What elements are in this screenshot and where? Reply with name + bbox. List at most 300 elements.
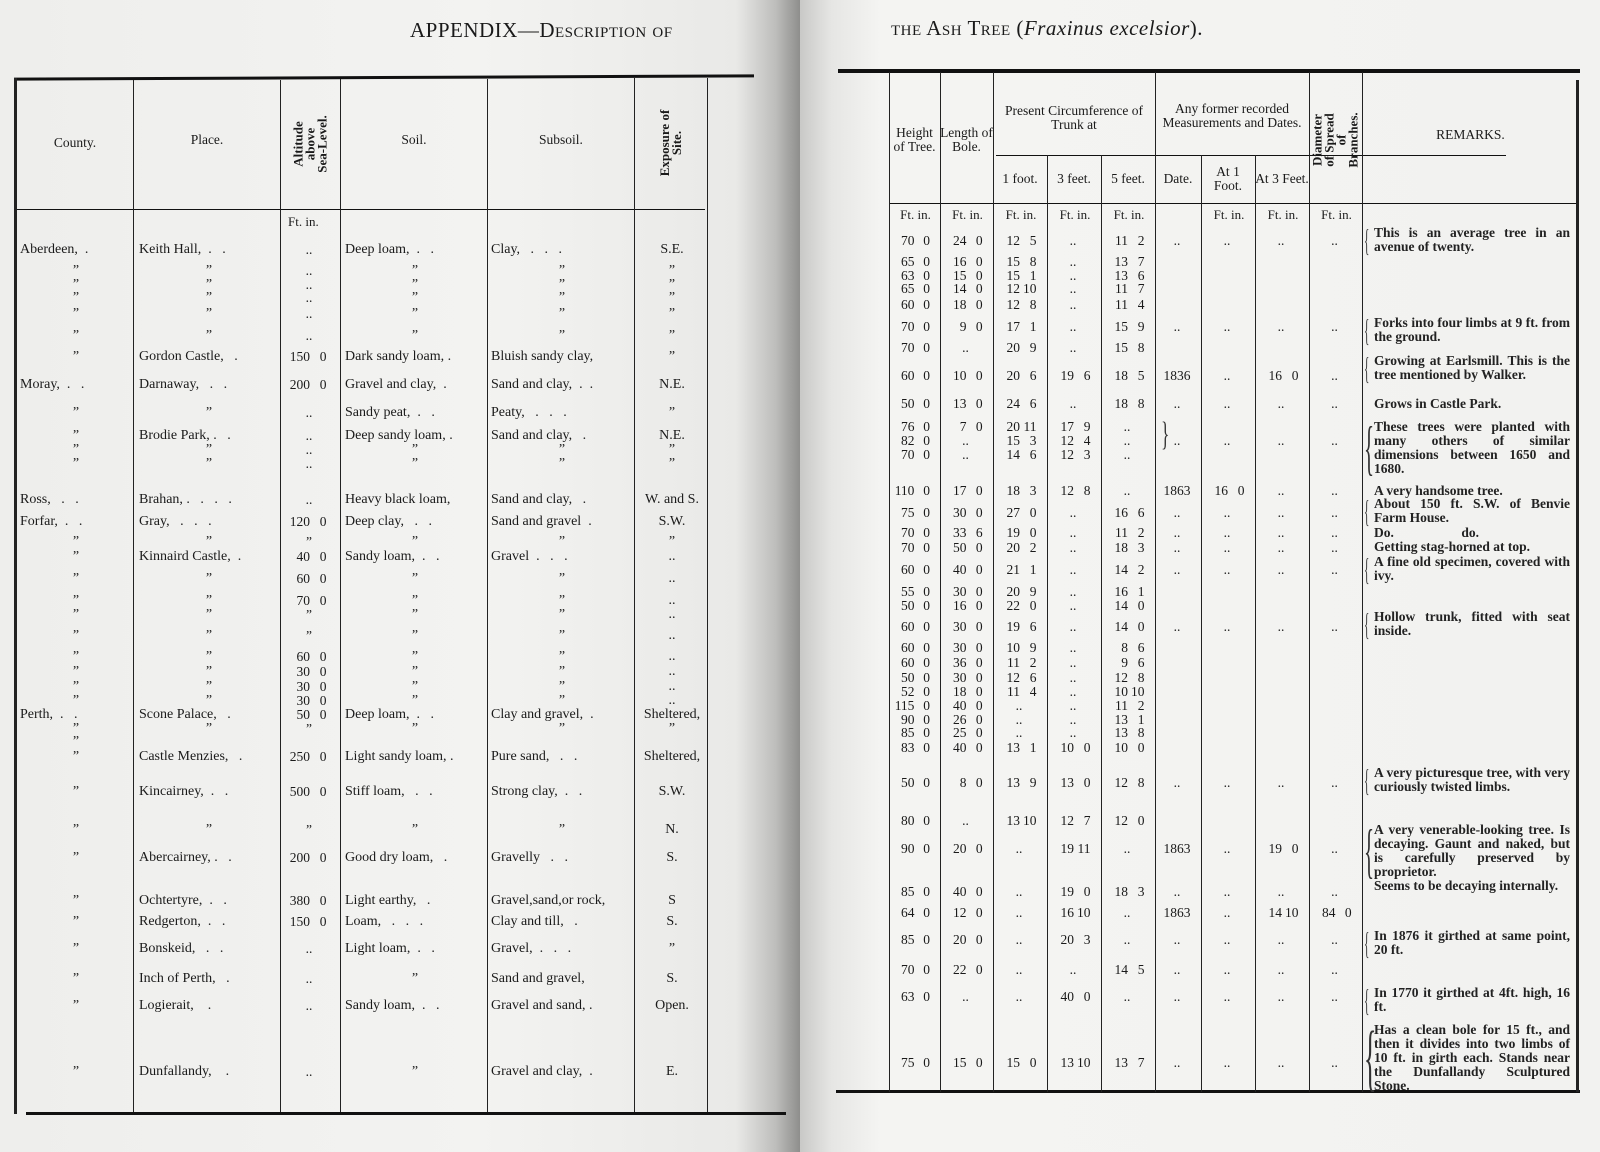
c5-cell: .. — [1123, 841, 1131, 856]
soil-cell: Heavy black loam, — [345, 492, 451, 507]
c5-cell: 18 3 — [1114, 884, 1145, 899]
height-cell: 115 0 — [894, 698, 930, 713]
exposure-cell: N. — [665, 822, 679, 837]
subsoil-cell: Sand and clay, . — [491, 492, 587, 507]
at1-cell: .. — [1223, 962, 1231, 977]
county-cell: ” — [72, 893, 80, 908]
header-former: Any former recorded Measurements and Dates. — [1162, 101, 1302, 130]
unit-label: Ft. in. — [1113, 207, 1145, 222]
c1-cell: 11 2 — [1007, 655, 1037, 670]
date-cell: .. — [1173, 1055, 1181, 1070]
brace-icon: { — [1364, 350, 1370, 386]
at1-cell: .. — [1223, 433, 1231, 448]
c1-cell: .. — [1015, 962, 1023, 977]
height-cell: 70 0 — [900, 962, 930, 977]
place-cell: ” — [205, 607, 213, 622]
header-place: Place. — [190, 132, 224, 147]
soil-cell: ” — [411, 721, 419, 736]
county-cell: ” — [72, 649, 80, 664]
place-cell: ” — [205, 456, 213, 471]
exposure-cell: .. — [668, 607, 676, 622]
place-cell: ” — [205, 721, 213, 736]
county-cell: ” — [72, 607, 80, 622]
soil-cell: ” — [411, 971, 419, 986]
height-cell: 60 0 — [900, 655, 930, 670]
height-cell: 75 0 — [900, 1055, 930, 1070]
unit-label: Ft. in. — [1267, 207, 1299, 222]
at1-cell: .. — [1223, 233, 1231, 248]
subsoil-cell: ” — [558, 534, 566, 549]
height-cell: 64 0 — [900, 905, 930, 920]
remark-text: In 1770 it girthed at 4ft. high, 16 ft. — [1374, 985, 1570, 1014]
brace-icon: { — [1364, 925, 1370, 961]
soil-cell: ” — [411, 649, 419, 664]
exposure-cell: ” — [668, 349, 676, 364]
county-cell: Aberdeen, . — [20, 242, 89, 257]
altitude-cell: .. — [305, 328, 313, 343]
soil-cell: ” — [411, 306, 419, 321]
soil-cell: Deep loam, . . — [345, 242, 435, 257]
c5-cell: .. — [1123, 905, 1131, 920]
place-cell: ” — [205, 628, 213, 643]
bole-cell: 30 0 — [952, 505, 983, 520]
at3-cell: .. — [1277, 233, 1285, 248]
bole-cell: 36 0 — [952, 655, 983, 670]
c3-cell: 12 8 — [1060, 483, 1091, 498]
c5-cell: 12 0 — [1114, 813, 1145, 828]
spread-cell: .. — [1331, 319, 1338, 334]
county-cell: ” — [72, 850, 80, 865]
subsoil-cell: Sand and gravel, — [491, 971, 585, 986]
c5-cell: 14 5 — [1114, 962, 1145, 977]
height-cell: 70 0 — [900, 447, 930, 462]
remark-text: Do. do. — [1374, 525, 1480, 540]
remark-text: Grows in Castle Park. — [1374, 396, 1502, 411]
running-head-species: Fraxinus excelsior — [1023, 16, 1190, 40]
bole-cell: .. — [962, 433, 969, 448]
c1-cell: 11 4 — [1007, 684, 1037, 699]
bole-cell: 15 0 — [952, 1055, 983, 1070]
altitude-cell: 30 0 — [296, 679, 327, 694]
height-cell: 85 0 — [900, 725, 930, 740]
c3-cell: 19 6 — [1060, 368, 1091, 383]
c5-cell: 11 4 — [1115, 297, 1145, 312]
exposure-cell: S. — [666, 914, 678, 929]
subsoil-cell: ” — [558, 277, 566, 292]
c3-cell: .. — [1069, 297, 1077, 312]
height-cell: 63 0 — [900, 989, 930, 1004]
remark-text: Seems to be decaying internally. — [1374, 878, 1559, 893]
c3-cell: .. — [1069, 233, 1077, 248]
c1-cell: 20 11 — [1006, 419, 1037, 434]
c5-cell: 9 6 — [1121, 655, 1145, 670]
c1-cell: 20 9 — [1006, 340, 1037, 355]
altitude-cell: ” — [306, 628, 312, 643]
county-cell: ” — [72, 941, 80, 956]
county-cell: ” — [72, 534, 80, 549]
place-cell: ” — [205, 290, 213, 305]
spread-cell: .. — [1331, 368, 1338, 383]
date-cell: 1863 — [1163, 483, 1191, 498]
brace-icon: { — [1364, 415, 1375, 481]
at1-cell: .. — [1223, 540, 1231, 555]
c5-cell: 18 8 — [1114, 396, 1145, 411]
subsoil-cell: Clay and gravel, . — [491, 707, 594, 722]
soil-cell: Deep clay, . . — [345, 514, 432, 529]
altitude-cell: 60 0 — [296, 649, 327, 664]
exposure-cell: W. and S. — [645, 492, 699, 507]
place-cell: Inch of Perth, . — [139, 971, 230, 986]
exposure-cell: ” — [668, 277, 676, 292]
c5-cell: 14 0 — [1114, 619, 1145, 634]
height-cell: 50 0 — [900, 775, 930, 790]
c5-cell: 13 7 — [1114, 1055, 1145, 1070]
spread-cell: .. — [1331, 962, 1338, 977]
exposure-cell: S. — [666, 971, 678, 986]
subsoil-cell: Sand and gravel . — [491, 514, 592, 529]
exposure-cell: S.W. — [658, 784, 686, 799]
bole-cell: 40 0 — [952, 884, 983, 899]
place-cell: Logierait, . — [139, 998, 212, 1013]
bole-cell: 30 0 — [952, 670, 983, 685]
height-cell: 83 0 — [900, 740, 930, 755]
altitude-cell: 500 0 — [289, 784, 327, 799]
remark-text: A fine old specimen, covered with ivy. — [1374, 554, 1570, 583]
remark-text: A very handsome tree. — [1374, 483, 1503, 498]
brace-icon: { — [1364, 1017, 1377, 1099]
unit-label: Ft. in. — [1321, 207, 1352, 222]
exposure-cell: .. — [668, 693, 676, 708]
exposure-cell: Sheltered, — [643, 749, 701, 764]
c1-cell: 13 9 — [1006, 775, 1037, 790]
soil-cell: ” — [411, 263, 419, 278]
spread-cell: .. — [1331, 233, 1338, 248]
header-at3: At 3 Feet. — [1255, 171, 1309, 186]
bole-cell: 14 0 — [952, 281, 983, 296]
at3-cell: .. — [1277, 884, 1285, 899]
bole-cell: 33 6 — [952, 525, 983, 540]
height-cell: 60 0 — [900, 368, 930, 383]
spread-cell: .. — [1331, 1055, 1338, 1070]
altitude-cell: .. — [305, 971, 313, 986]
right-page — [800, 0, 1600, 1152]
date-cell: .. — [1173, 562, 1181, 577]
place-cell: Brodie Park, . . — [139, 428, 231, 443]
height-cell: 70 0 — [900, 233, 930, 248]
c1-cell: 20 6 — [1006, 368, 1037, 383]
left-running-head — [410, 18, 673, 43]
remark-text: Growing at Earlsmill. This is the tree mentioned by Walker. — [1374, 353, 1570, 382]
soil-cell: ” — [411, 442, 419, 457]
bole-cell: .. — [962, 340, 969, 355]
exposure-cell: S.E. — [660, 242, 684, 257]
county-cell: ” — [72, 721, 80, 736]
header-bole: Length of Bole. — [940, 125, 993, 154]
soil-cell: Sandy peat, . . — [345, 405, 435, 420]
c3-cell: .. — [1069, 540, 1077, 555]
place-cell: Castle Menzies, . — [139, 749, 243, 764]
bole-cell: 30 0 — [952, 619, 983, 634]
county-cell: ” — [72, 822, 80, 837]
at3-cell: .. — [1277, 540, 1285, 555]
altitude-cell: .. — [305, 306, 313, 321]
soil-cell: Good dry loam, . — [345, 850, 448, 865]
c3-cell: .. — [1069, 962, 1077, 977]
date-cell: .. — [1173, 540, 1181, 555]
exposure-cell: S — [668, 893, 676, 908]
remark-text: About 150 ft. S.W. of Benvie Farm House. — [1374, 496, 1570, 525]
soil-cell: ” — [411, 290, 419, 305]
height-cell: 50 0 — [900, 670, 930, 685]
height-cell: 110 0 — [894, 483, 930, 498]
header-subsoil: Subsoil. — [539, 132, 583, 147]
at3-cell: .. — [1277, 505, 1285, 520]
date-cell: .. — [1173, 505, 1181, 520]
subsoil-cell: Strong clay, . . — [491, 784, 583, 799]
header-remarks: REMARKS. — [1436, 127, 1505, 142]
height-cell: 65 0 — [900, 254, 930, 269]
header-c3: 3 feet. — [1057, 171, 1091, 186]
subsoil-cell: ” — [558, 721, 566, 736]
county-cell: ” — [72, 428, 80, 443]
table-top-rule — [838, 69, 1580, 73]
place-cell: Brahan, . . . . — [139, 492, 232, 507]
c5-cell: 14 0 — [1114, 598, 1145, 613]
subsoil-cell: Sand and clay, . — [491, 428, 587, 443]
county-cell: ” — [72, 1064, 80, 1079]
table-left-border — [14, 78, 17, 1114]
place-cell: Gray, . . . — [139, 514, 212, 529]
subsoil-cell: ” — [558, 306, 566, 321]
height-cell: 60 0 — [900, 640, 930, 655]
bole-cell: 18 0 — [952, 684, 983, 699]
bole-cell: .. — [962, 813, 969, 828]
date-cell: 1836 — [1163, 368, 1191, 383]
c1-cell: 22 0 — [1006, 598, 1037, 613]
county-cell: Forfar, . . — [20, 514, 83, 529]
c1-cell: .. — [1015, 725, 1023, 740]
at1-cell: .. — [1223, 619, 1231, 634]
subsoil-cell: ” — [558, 290, 566, 305]
remark-text: Hollow trunk, fitted with seat inside. — [1374, 609, 1570, 638]
county-cell: ” — [72, 456, 80, 471]
date-cell: .. — [1173, 619, 1181, 634]
brace-icon: { — [1364, 222, 1370, 258]
at1-cell: .. — [1223, 989, 1231, 1004]
county-cell: ” — [72, 263, 80, 278]
spread-cell: .. — [1331, 932, 1338, 947]
date-cell: .. — [1173, 319, 1181, 334]
altitude-cell: .. — [305, 442, 313, 457]
altitude-cell: 60 0 — [296, 571, 327, 586]
remark-text: These trees were planted with many others of similar dimensions between 1650 and 1680. — [1374, 419, 1570, 476]
subsoil-cell: ” — [558, 593, 566, 608]
height-cell: 50 0 — [900, 396, 930, 411]
place-cell: ” — [205, 571, 213, 586]
remark-text: Getting stag-horned at top. — [1374, 539, 1530, 554]
at1-cell: .. — [1223, 884, 1231, 899]
brace-icon: { — [1364, 606, 1370, 642]
bole-cell: 30 0 — [952, 640, 983, 655]
height-cell: 60 0 — [900, 297, 930, 312]
remark-text: In 1876 it girthed at same point, 20 ft. — [1374, 928, 1570, 957]
c5-cell: .. — [1123, 932, 1131, 947]
remark-text: A very venerable-looking tree. Is decaying. Gaunt and naked, but is carefully preserved by proprietor. — [1374, 822, 1570, 879]
c3-cell: 19 11 — [1060, 841, 1091, 856]
at1-cell: .. — [1223, 368, 1231, 383]
county-cell: ” — [72, 349, 80, 364]
exposure-cell: .. — [668, 593, 676, 608]
c5-cell: .. — [1123, 989, 1131, 1004]
subsoil-cell: ” — [558, 456, 566, 471]
remark-text: Has a clean bole for 15 ft., and then it divides into two limbs of 10 ft. in girth each. Stands near the Dunfallandy Sculptured Stone. — [1374, 1022, 1570, 1093]
bole-cell: .. — [962, 989, 969, 1004]
bole-cell: 22 0 — [952, 962, 983, 977]
at3-cell: .. — [1277, 433, 1285, 448]
c5-cell: 15 8 — [1114, 340, 1145, 355]
place-cell: Redgerton, . . — [139, 914, 226, 929]
c1-cell: 13 1 — [1006, 740, 1037, 755]
place-cell: ” — [205, 263, 213, 278]
header-exposure: Exposure of Site. — [657, 109, 684, 176]
height-cell: 60 0 — [900, 562, 930, 577]
exposure-cell: N.E. — [659, 428, 685, 443]
c1-cell: 15 1 — [1006, 268, 1037, 283]
county-cell: ” — [72, 914, 80, 929]
bole-cell: 8 0 — [959, 775, 983, 790]
height-cell: 70 0 — [900, 319, 930, 334]
soil-cell: Sandy loam, . . — [345, 549, 440, 564]
c3-cell: 16 10 — [1060, 905, 1091, 920]
soil-cell: ” — [411, 1064, 419, 1079]
county-cell: Ross, . . — [20, 492, 79, 507]
c1-cell: .. — [1015, 989, 1023, 1004]
header-soil: Soil. — [401, 132, 427, 147]
exposure-cell: ” — [668, 405, 676, 420]
bole-cell: 7 0 — [959, 419, 983, 434]
c1-cell: 27 0 — [1006, 505, 1037, 520]
spread-cell: .. — [1331, 505, 1338, 520]
altitude-cell: 200 0 — [289, 850, 327, 865]
bole-cell: 24 0 — [952, 233, 983, 248]
at3-cell: .. — [1277, 562, 1285, 577]
subsoil-cell: ” — [558, 628, 566, 643]
bole-cell: 18 0 — [952, 297, 983, 312]
c5-cell: 11 2 — [1115, 233, 1145, 248]
county-cell: ” — [72, 971, 80, 986]
column-divider — [133, 80, 134, 1112]
c1-cell: .. — [1015, 841, 1023, 856]
exposure-cell: Open. — [655, 998, 689, 1013]
c5-cell: 13 8 — [1114, 725, 1145, 740]
date-cell: 1863 — [1163, 905, 1191, 920]
c5-cell: 11 2 — [1115, 698, 1145, 713]
height-cell: 82 0 — [900, 433, 930, 448]
place-cell: ” — [205, 822, 213, 837]
c5-cell: .. — [1123, 419, 1131, 434]
c3-cell: 20 3 — [1060, 932, 1091, 947]
c1-cell: 12 5 — [1006, 233, 1037, 248]
unit-label: Ft. in. — [1005, 207, 1037, 222]
c1-cell: 15 0 — [1006, 1055, 1037, 1070]
height-cell: 63 0 — [900, 268, 930, 283]
date-cell: .. — [1173, 989, 1181, 1004]
altitude-cell: .. — [305, 492, 313, 507]
subsoil-cell: Peaty, . . . — [491, 405, 567, 420]
remark-text: This is an average tree in an avenue of twenty. — [1374, 225, 1570, 254]
subsoil-cell: ” — [558, 649, 566, 664]
place-cell: Kincairney, . . — [139, 784, 229, 799]
c3-cell: 19 0 — [1060, 884, 1091, 899]
at3-cell: .. — [1277, 932, 1285, 947]
c5-cell: 15 9 — [1114, 319, 1145, 334]
c3-cell: 17 9 — [1060, 419, 1091, 434]
exposure-cell: S. — [666, 850, 678, 865]
brace-icon: { — [1364, 551, 1370, 587]
county-cell: ” — [72, 571, 80, 586]
header-c1: 1 foot. — [1002, 171, 1038, 186]
altitude-cell: 30 0 — [296, 664, 327, 679]
exposure-cell: ” — [668, 456, 676, 471]
unit-label-altitude: Ft. in. — [288, 214, 319, 229]
height-cell: 60 0 — [900, 619, 930, 634]
subsoil-cell: ” — [558, 607, 566, 622]
at3-cell: 16 0 — [1268, 368, 1299, 383]
c5-cell: 10 10 — [1114, 684, 1145, 699]
exposure-cell: ” — [668, 328, 676, 343]
height-cell: 85 0 — [900, 884, 930, 899]
header-at1: At 1 Foot. — [1213, 164, 1243, 193]
bole-cell: 20 0 — [952, 932, 983, 947]
exposure-cell: ” — [668, 534, 676, 549]
soil-cell: ” — [411, 628, 419, 643]
c3-cell: .. — [1069, 396, 1077, 411]
c1-cell: .. — [1015, 932, 1023, 947]
subsoil-cell: Gravel and clay, . — [491, 1064, 593, 1079]
soil-cell: ” — [411, 571, 419, 586]
height-cell: 50 0 — [900, 598, 930, 613]
subsoil-cell: ” — [558, 442, 566, 457]
exposure-cell: .. — [668, 628, 676, 643]
c3-cell: .. — [1069, 598, 1077, 613]
place-cell: Abercairney, . . — [139, 850, 232, 865]
remark-text: A very picturesque tree, with very curiously twisted limbs. — [1374, 765, 1570, 794]
at1-cell: 16 0 — [1214, 483, 1245, 498]
soil-cell: ” — [411, 679, 419, 694]
c1-cell: 15 8 — [1006, 254, 1037, 269]
exposure-cell: ” — [668, 263, 676, 278]
spread-cell: .. — [1331, 483, 1338, 498]
at1-cell: .. — [1223, 396, 1231, 411]
subsoil-cell: Sand and clay, . . — [491, 377, 594, 392]
c1-cell: 12 6 — [1006, 670, 1037, 685]
header-height: Height of Tree. — [893, 125, 936, 154]
brace-icon: { — [1364, 818, 1375, 884]
place-cell: Dunfallandy, . — [139, 1064, 230, 1079]
county-cell: ” — [72, 998, 80, 1013]
date-cell: .. — [1173, 932, 1181, 947]
exposure-cell: ” — [668, 442, 676, 457]
c1-cell: 12 10 — [1006, 281, 1037, 296]
bole-cell: 50 0 — [952, 540, 983, 555]
subsoil-cell: Gravel and sand, . — [491, 998, 593, 1013]
c3-cell: .. — [1069, 670, 1077, 685]
altitude-cell: .. — [305, 428, 313, 443]
at3-cell: .. — [1277, 525, 1285, 540]
bole-cell: 20 0 — [952, 841, 983, 856]
altitude-cell: .. — [305, 456, 313, 471]
subsoil-cell: ” — [558, 328, 566, 343]
